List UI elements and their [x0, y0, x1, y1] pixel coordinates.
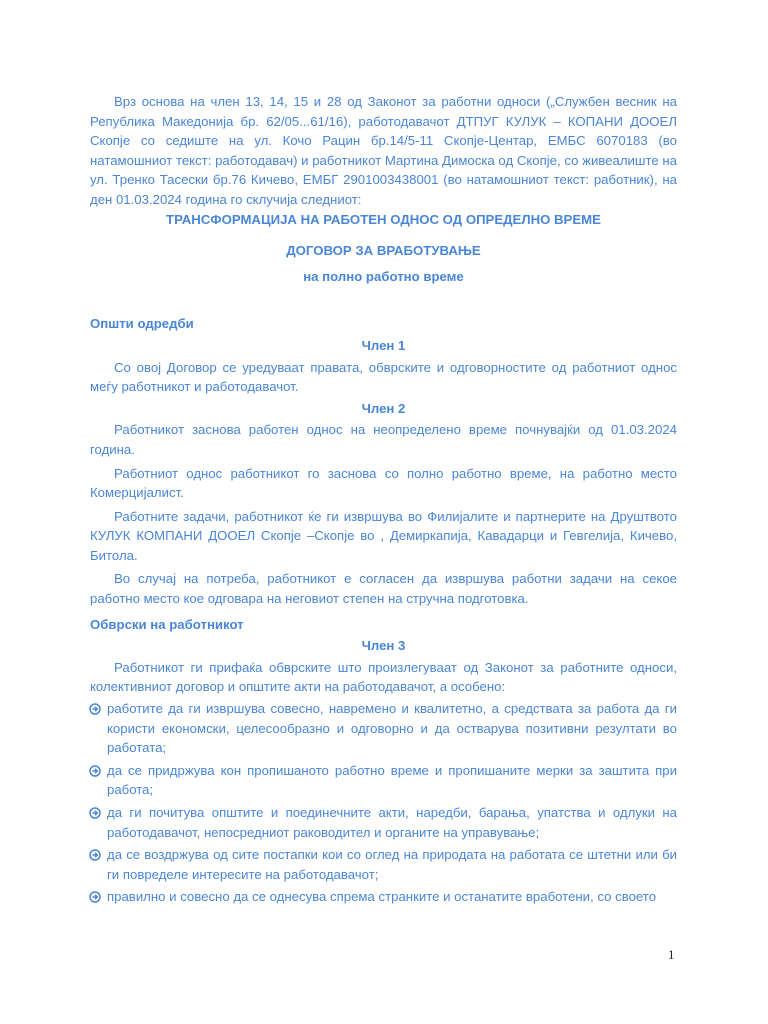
section-employee-obligations: Обврски на работникот [90, 616, 244, 632]
list-item-text: да ги почитува општите и поединечните акти, наредби, барања, упатства и одлуки на работодавачот, непосредниот раководител и органите на управување; [107, 805, 677, 840]
contract-subtitle: на полно работно време [303, 268, 464, 284]
arrow-bullet-icon [89, 703, 101, 715]
page-number: 1 [668, 947, 675, 962]
document-page [90, 92, 677, 910]
article-3-heading: Член 3 [361, 638, 406, 654]
list-item [90, 887, 677, 907]
list-item-text: да се воздржува од сите постапки кои со оглед на природата на работата се штетни или би ги повределе интересите на работодавачот; [107, 847, 677, 882]
list-item [90, 761, 677, 800]
document-title: ТРАНСФОРМАЦИЈА НА РАБОТЕН ОДНОС ОД ОПРЕДЕЛНО ВРЕМЕ [166, 211, 601, 227]
article-2-paragraph-1: Работникот заснова работен однос на неопределено време почнувајќи од 01.03.2024 година. [90, 422, 677, 457]
list-item-text: работите да ги извршува совесно, навремено и квалитетно, а средствата за работа да ги користи економски, целесообразно и одговорно и да остварува позитивни резултати во работата; [107, 701, 677, 756]
arrow-bullet-icon [89, 849, 101, 861]
article-2-paragraph-4: Во случај на потреба, работникот е согласен да извршува работни задачи на секое работно место кое одговара на неговиот степен на стручна подготовка. [90, 571, 677, 607]
article-3-paragraph-1: Работникот ги прифаќа обврските што произлегуваат од Законот за работните односи, колективниот договор и општите акти на работодавачот, а особено: [90, 659, 677, 695]
list-item [90, 699, 677, 758]
list-item-text: правилно и совесно да се однесува спрема странките и останатите вработени, со своето [107, 889, 657, 905]
list-item [90, 803, 677, 842]
section-general-provisions: Општи одредби [90, 316, 194, 332]
intro-paragraph: Врз основа на член 13, 14, 15 и 28 од Законот за работни односи („Службен весник на Република Македонија бр. 62/05...61/16), работодавачот ДТПУГ КУЛУК – КОПАНИ ДООЕЛ Скопје со седиште на ул. Кочо Рацин бр.14/5-11 Скопје-Центар, ЕМБС 6070183 (во натамошниот текст: работодавач) и работникот Мартина Димоска од Скопје, со живеалиште на ул. Тренко Тасески бр.76 Кичево, ЕМБГ 2901003438001 (во натамошниот текст: работник), на ден 01.03.2024 година го склучија следниот: [90, 94, 677, 207]
obligations-list [90, 699, 677, 907]
arrow-bullet-icon [89, 807, 101, 819]
article-2-heading: Член 2 [361, 400, 406, 416]
arrow-bullet-icon [89, 891, 101, 903]
article-2-paragraph-2: Работниот однос работникот го заснова со полно работно време, на работно место Комерцијалист. [90, 465, 677, 501]
article-2-paragraph-3: Работните задачи, работникот ќе ги извршува во Филијалите и партнерите на Друштвото КУЛУК КОМПАНИ ДООЕЛ Скопје –Скопје во , Демиркапија, Кавадарци и Гевгелија, Кичево, Битола. [90, 508, 677, 563]
list-item [90, 845, 677, 884]
article-1-heading: Член 1 [361, 337, 406, 353]
arrow-bullet-icon [89, 765, 101, 777]
article-1-text: Со овој Договор се уредуваат правата, обврските и одговорностите од работниот однос меѓу работникот и работодавачот. [90, 359, 677, 395]
contract-title: ДОГОВОР ЗА ВРАБОТУВАЊЕ [286, 243, 481, 259]
list-item-text: да се придржува кон пропишаното работно време и пропишаните мерки за заштита при работа; [107, 762, 677, 798]
